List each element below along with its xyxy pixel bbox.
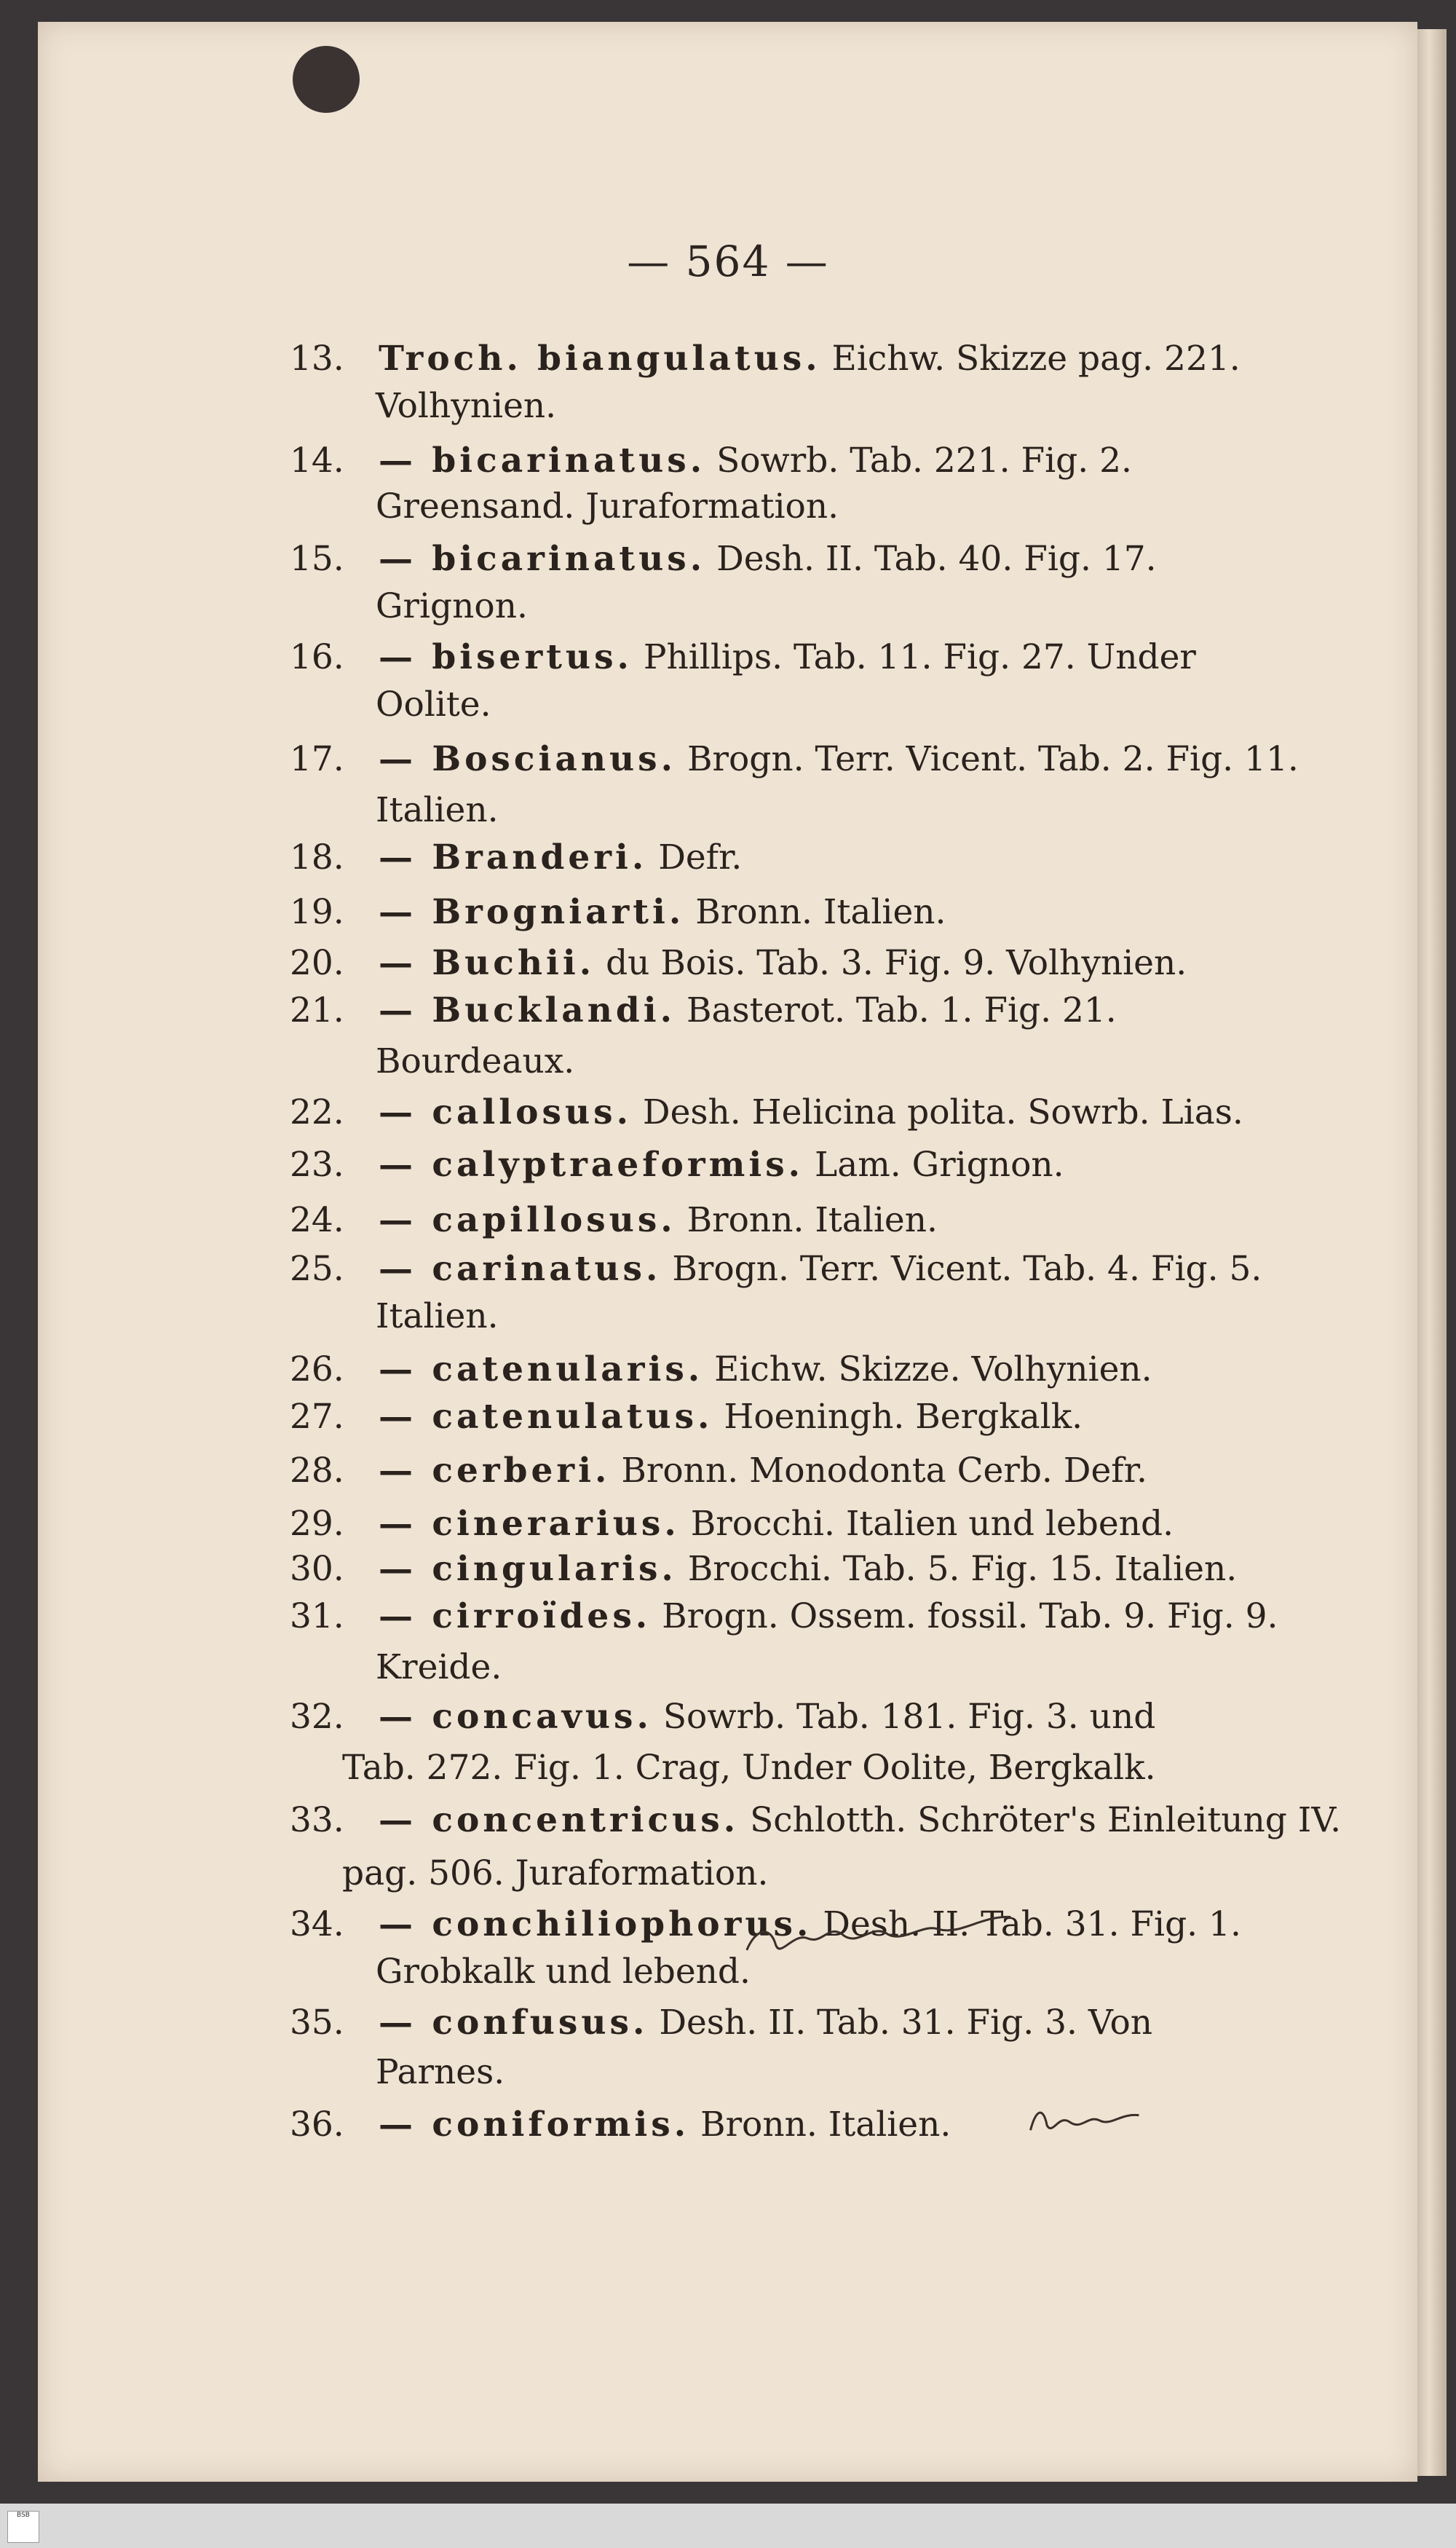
entry-text	[379, 892, 946, 932]
species-name: — catenularis.	[379, 1349, 704, 1389]
entry-continuation: Bourdeaux.	[376, 1041, 575, 1081]
species-name: — concentricus.	[379, 1800, 740, 1840]
entry-continuation: Italien.	[376, 790, 499, 830]
entry-text	[379, 1451, 1147, 1491]
entry-number: 23.	[290, 1145, 344, 1185]
entry-text	[379, 539, 1157, 579]
entry-continuation: Oolite.	[376, 685, 491, 725]
entry-number: 27.	[290, 1397, 344, 1437]
entry-reference: Hoeningh. Bergkalk.	[724, 1397, 1083, 1437]
entry-number: 17.	[290, 739, 344, 779]
entry-continuation: pag. 506. Juraformation.	[342, 1853, 769, 1893]
entry-reference: Brocchi. Italien und lebend.	[690, 1504, 1174, 1544]
entry-continuation: Italien.	[376, 1296, 499, 1336]
species-name: — Buchii.	[379, 943, 596, 983]
species-name: — callosus.	[379, 1092, 632, 1132]
entry-number: 25.	[290, 1249, 344, 1289]
entry-reference: Schlotth. Schröter's Einleitung IV.	[750, 1800, 1342, 1840]
entry-reference: Eichw. Skizze. Volhynien.	[714, 1349, 1152, 1389]
entry-text	[379, 441, 1132, 481]
entry-continuation: Volhynien.	[376, 386, 557, 426]
entry-number: 32.	[290, 1697, 344, 1737]
page-edge	[1417, 29, 1447, 2476]
entry-reference: Defr.	[658, 837, 743, 877]
entry-text	[379, 339, 1241, 379]
entry-text	[379, 943, 1187, 983]
entry-continuation: Greensand. Juraformation.	[376, 486, 839, 526]
species-name: — Boscianus.	[379, 739, 676, 779]
entry-continuation: Tab. 272. Fig. 1. Crag, Under Oolite, Bergkalk.	[342, 1748, 1156, 1788]
species-name: — bicarinatus.	[379, 441, 706, 481]
entry-text	[379, 2003, 1152, 2043]
entry-text	[379, 1200, 938, 1240]
entry-number: 36.	[290, 2105, 344, 2145]
entry-text	[379, 1596, 1278, 1636]
species-name: — Branderi.	[379, 837, 648, 877]
species-name: — cingularis.	[379, 1549, 677, 1589]
species-name: — calyptraeformis.	[379, 1145, 804, 1185]
entry-text	[379, 1800, 1341, 1840]
species-name: — bicarinatus.	[379, 539, 706, 579]
entry-number: 33.	[290, 1800, 344, 1840]
species-name: — carinatus.	[379, 1249, 662, 1289]
entry-number: 14.	[290, 441, 344, 481]
library-logo: BSB	[7, 2511, 39, 2543]
entry-number: 30.	[290, 1549, 344, 1589]
species-name: — Bucklandi.	[379, 990, 676, 1030]
entry-number: 31.	[290, 1596, 344, 1636]
entry-text	[379, 1249, 1262, 1289]
punch-hole	[293, 46, 360, 113]
entry-reference: Brogn. Ossem. fossil. Tab. 9. Fig. 9.	[662, 1596, 1278, 1636]
entry-text	[379, 2105, 951, 2145]
entry-continuation: Grignon.	[376, 586, 528, 626]
entry-text	[379, 990, 1117, 1030]
entry-reference: Bronn. Monodonta Cerb. Defr.	[621, 1451, 1147, 1491]
entry-text	[379, 1549, 1237, 1589]
species-name: — Brogniarti.	[379, 892, 685, 932]
entry-text	[379, 739, 1299, 779]
viewer-bottom-bar	[0, 2504, 1456, 2548]
entry-reference: Phillips. Tab. 11. Fig. 27. Under	[643, 637, 1196, 677]
entry-text	[379, 1349, 1152, 1389]
entry-number: 19.	[290, 892, 344, 932]
entry-reference: Sowrb. Tab. 181. Fig. 3. und	[662, 1697, 1156, 1737]
entry-number: 18.	[290, 837, 344, 877]
entry-number: 15.	[290, 539, 344, 579]
entry-number: 29.	[290, 1504, 344, 1544]
entry-reference: Brocchi. Tab. 5. Fig. 15. Italien.	[687, 1549, 1238, 1589]
species-name: — coniformis.	[379, 2105, 690, 2145]
entry-number: 21.	[290, 990, 344, 1030]
species-name: — cirroïdes.	[379, 1596, 652, 1636]
entry-reference: Brogn. Terr. Vicent. Tab. 2. Fig. 11.	[687, 739, 1299, 779]
entry-continuation: Parnes.	[376, 2052, 505, 2092]
entry-number: 34.	[290, 1904, 344, 1944]
entry-number: 24.	[290, 1200, 344, 1240]
entry-reference: Lam. Grignon.	[814, 1145, 1064, 1185]
entry-text	[379, 1145, 1064, 1185]
entry-continuation: Kreide.	[376, 1647, 502, 1687]
species-name: — confusus.	[379, 2003, 649, 2043]
entry-number: 20.	[290, 943, 344, 983]
entry-number: 16.	[290, 637, 344, 677]
entry-reference: du Bois. Tab. 3. Fig. 9. Volhynien.	[606, 943, 1187, 983]
species-name: — conchiliophorus.	[379, 1904, 812, 1944]
entry-reference: Bronn. Italien.	[700, 2105, 951, 2145]
species-name: — capillosus.	[379, 1200, 676, 1240]
entry-text	[379, 1504, 1174, 1544]
entry-text	[379, 1397, 1083, 1437]
entry-text	[379, 1092, 1243, 1132]
entry-reference: Basterot. Tab. 1. Fig. 21.	[686, 990, 1117, 1030]
page-number: — 564 —	[627, 237, 829, 286]
entry-reference: Desh. Helicina polita. Sowrb. Lias.	[642, 1092, 1243, 1132]
entry-reference: Sowrb. Tab. 221. Fig. 2.	[716, 441, 1132, 481]
entry-number: 13.	[290, 339, 344, 379]
entry-reference: Brogn. Terr. Vicent. Tab. 4. Fig. 5.	[672, 1249, 1262, 1289]
species-name: — concavus.	[379, 1697, 652, 1737]
entry-number: 26.	[290, 1349, 344, 1389]
species-name: — catenulatus.	[379, 1397, 713, 1437]
entry-text	[379, 1697, 1155, 1737]
entry-text	[379, 637, 1196, 677]
species-name: — cerberi.	[379, 1451, 611, 1491]
entry-number: 35.	[290, 2003, 344, 2043]
species-name: — bisertus.	[379, 637, 633, 677]
entry-continuation: Grobkalk und lebend.	[376, 1952, 751, 1992]
entry-reference: Eichw. Skizze pag. 221.	[831, 339, 1241, 379]
entry-number: 22.	[290, 1092, 344, 1132]
handwritten-annotation-2	[1025, 2097, 1144, 2148]
entry-reference: Bronn. Italien.	[695, 892, 946, 932]
entry-reference: Desh. II. Tab. 40. Fig. 17.	[716, 539, 1157, 579]
entry-reference: Desh. II. Tab. 31. Fig. 1.	[823, 1904, 1241, 1944]
entry-text	[379, 837, 742, 877]
entry-reference: Desh. II. Tab. 31. Fig. 3. Von	[659, 2003, 1153, 2043]
species-name: — cinerarius.	[379, 1504, 680, 1544]
entry-reference: Bronn. Italien.	[687, 1200, 938, 1240]
species-name: Troch. biangulatus.	[379, 339, 821, 379]
entry-number: 28.	[290, 1451, 344, 1491]
